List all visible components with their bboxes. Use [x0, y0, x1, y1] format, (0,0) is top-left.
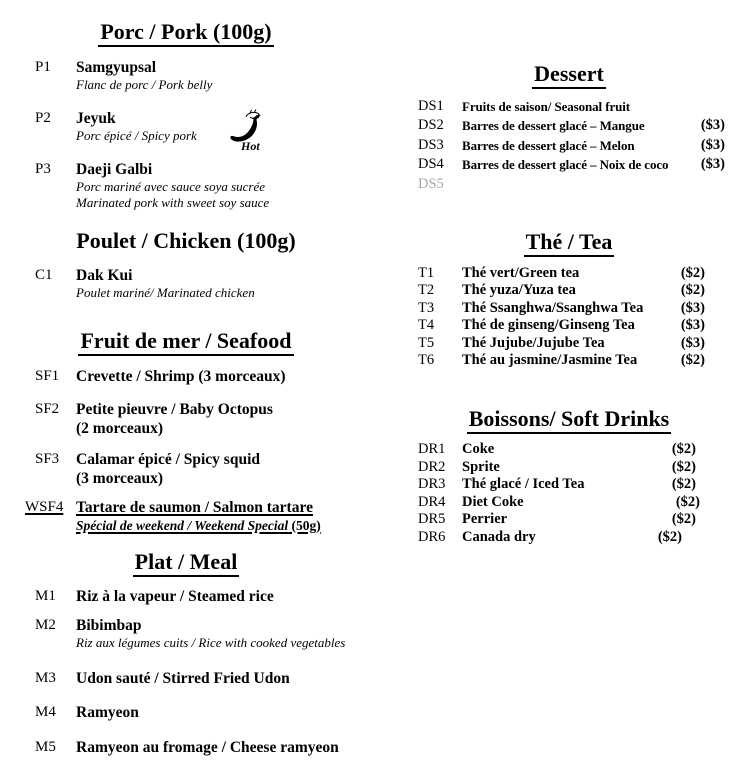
menu-item-T6 [404, 352, 734, 370]
section-title-text: Poulet / Chicken (100g) [76, 227, 296, 253]
menu-item-SF2 [20, 400, 352, 438]
menu-item-P3 [20, 160, 352, 211]
section-title-text: Plat / Meal [133, 549, 240, 577]
item-code: DR5 [418, 511, 446, 527]
item-code: SF1 [35, 367, 60, 384]
item-name: Udon sauté / Stirred Fried Udon [76, 670, 290, 687]
item-description: Riz aux légumes cuits / Rice with cooked vegetables [76, 635, 346, 650]
item-body [76, 587, 352, 606]
menu-item-SF1 [20, 367, 352, 386]
menu-item-DR6 [404, 529, 734, 547]
item-price: ($3) [700, 156, 725, 172]
item-description: Porc épicé / Spicy pork [76, 127, 197, 143]
item-name: Thé au jasmine/Jasmine Tea [462, 352, 638, 368]
item-code: T2 [418, 282, 435, 298]
item-code: T3 [418, 299, 435, 316]
item-body [76, 400, 352, 438]
item-name: Thé de ginseng/Ginseng Tea [462, 317, 635, 333]
menu-item-SF3 [20, 450, 352, 488]
item-name: Diet Coke [462, 493, 524, 510]
item-body [76, 367, 352, 386]
item-name: Barres de dessert glacé – Mangue [462, 118, 645, 133]
item-code: M4 [35, 704, 56, 720]
item-description: Poulet mariné/ Marinated chicken [76, 285, 255, 300]
item-price: ($2) [671, 511, 696, 527]
item-price: ($2) [680, 264, 705, 281]
item-name: Dak Kui [76, 267, 133, 284]
item-price: ($2) [680, 282, 705, 298]
menu-item-M5 [20, 738, 352, 757]
section-title-text: Boissons/ Soft Drinks [467, 406, 672, 434]
item-code: M2 [35, 617, 56, 633]
menu-item-T2 [404, 282, 734, 300]
item-code: T6 [418, 352, 435, 368]
item-code: P2 [35, 109, 51, 126]
item-name: Bibimbap [76, 617, 142, 634]
item-description: Flanc de porc / Pork belly [76, 76, 213, 92]
item-code: DR4 [418, 493, 446, 510]
menu-item-P1 [20, 58, 352, 93]
item-name-line2: (3 morceaux) [76, 469, 164, 487]
item-code: DS1 [418, 97, 444, 114]
section-title-tea [404, 228, 734, 256]
right-column [404, 60, 734, 546]
item-body [76, 616, 352, 651]
item-code: C1 [35, 267, 53, 283]
section-seafood [20, 327, 352, 534]
menu-item-T3 [404, 300, 734, 318]
item-name: Barres de dessert glacé – Melon [462, 137, 635, 153]
section-title-pork [20, 18, 352, 46]
item-code: DS5 [418, 175, 444, 192]
section-tea [404, 228, 734, 370]
menu-item-C1 [20, 266, 352, 301]
menu-item-DS4 [404, 155, 734, 175]
item-code: DR1 [418, 441, 446, 457]
item-code: M3 [35, 670, 56, 686]
item-code: DS4 [418, 156, 444, 172]
section-title-text: Porc / Pork (100g) [98, 19, 273, 47]
item-name: Ramyeon au fromage / Cheese ramyeon [76, 739, 339, 756]
item-name: Thé Ssanghwa/Ssanghwa Tea [462, 299, 644, 316]
menu-item-M4 [20, 703, 352, 722]
item-name: Canada dry [462, 528, 536, 545]
section-pork [20, 18, 352, 211]
item-price: ($3) [680, 334, 705, 351]
section-dessert [404, 60, 734, 194]
item-name: Samgyupsal [76, 58, 157, 76]
item-name-line2: (2 morceaux) [76, 419, 164, 437]
item-price: ($3) [700, 117, 725, 133]
item-special-note [76, 517, 352, 534]
menu-item-DS3 [404, 136, 734, 156]
item-code: DS3 [418, 136, 444, 153]
section-chicken [20, 227, 352, 302]
item-name: Calamar épicé / Spicy squid [76, 450, 261, 468]
menu-item-WSF4 [20, 498, 352, 534]
svg-text:Hot: Hot [241, 138, 260, 153]
item-code: DR6 [418, 528, 446, 545]
menu-item-M3 [20, 669, 352, 688]
menu-item-DR4 [404, 494, 734, 512]
special-note-suffix: (50g) [288, 517, 321, 533]
item-price: ($2) [680, 352, 705, 368]
item-code: SF3 [35, 450, 60, 467]
menu-item-P2 [20, 109, 352, 153]
item-name: Thé Jujube/Jujube Tea [462, 334, 605, 351]
item-name: Perrier [462, 511, 508, 527]
item-body [76, 669, 352, 688]
menu-item-DR5 [404, 511, 734, 529]
item-price: ($2) [657, 528, 682, 545]
item-code: T1 [418, 264, 435, 281]
item-description: Marinated pork with sweet soy sauce [76, 194, 270, 210]
item-price: ($3) [700, 136, 725, 153]
item-name: Tartare de saumon / Salmon tartare [76, 498, 313, 516]
section-title-seafood [20, 327, 352, 355]
section-meal [20, 548, 352, 758]
item-code: M5 [35, 739, 56, 755]
hot-pepper-icon [226, 109, 266, 153]
section-title-meal [20, 548, 352, 576]
menu-item-M1 [20, 587, 352, 606]
item-body [76, 266, 352, 301]
item-body [76, 498, 352, 534]
menu-item-DR1 [404, 441, 734, 459]
item-description: Porc mariné avec sauce soya sucrée [76, 178, 266, 194]
item-price: ($3) [680, 299, 705, 316]
left-column [20, 14, 352, 773]
item-code: DR3 [418, 476, 446, 492]
item-name: Daeji Galbi [76, 160, 153, 178]
item-body [76, 703, 352, 722]
item-code: P3 [35, 160, 51, 177]
section-title-dessert [404, 60, 734, 88]
item-code: SF2 [35, 400, 60, 417]
menu-item-DS2 [404, 116, 734, 136]
item-name: Crevette / Shrimp (3 morceaux) [76, 367, 286, 385]
item-price: ($2) [675, 493, 700, 510]
item-price: ($3) [680, 317, 705, 333]
special-note-italic: Spécial de weekend / Weekend Special [76, 517, 289, 533]
section-title-text: Thé / Tea [524, 229, 615, 257]
section-title-drinks [404, 405, 734, 433]
menu-item-DR3 [404, 476, 734, 494]
item-name: Fruits de saison/ Seasonal fruit [462, 98, 630, 114]
menu-item-DR2 [404, 459, 734, 477]
item-price: ($2) [671, 441, 696, 457]
item-code: P1 [35, 58, 51, 75]
item-price: ($2) [671, 476, 696, 492]
item-name: Ramyeon [76, 704, 139, 721]
menu-item-M2 [20, 616, 352, 651]
item-name: Riz à la vapeur / Steamed rice [76, 588, 274, 605]
item-code: DS2 [418, 117, 444, 133]
menu-item-DS5 [404, 175, 734, 195]
item-name: Coke [462, 441, 495, 457]
item-body [76, 450, 352, 488]
item-name: Thé glacé / Iced Tea [462, 476, 585, 492]
menu-item-T4 [404, 317, 734, 335]
section-title-text: Fruit de mer / Seafood [78, 328, 293, 356]
item-body [76, 109, 352, 153]
item-name: Thé yuza/Yuza tea [462, 282, 576, 298]
item-code: WSF4 [25, 498, 64, 515]
section-title-chicken [20, 227, 352, 255]
item-body [76, 160, 352, 211]
section-drinks [404, 405, 734, 547]
item-code: T4 [418, 317, 435, 333]
item-name: Jeyuk [76, 109, 116, 127]
item-name: Thé vert/Green tea [462, 264, 580, 281]
menu-item-DS1 [404, 97, 734, 117]
item-code: DR2 [418, 458, 446, 475]
item-code: M1 [35, 588, 56, 604]
menu-item-T5 [404, 335, 734, 353]
menu-item-T1 [404, 265, 734, 283]
item-body [76, 738, 352, 757]
item-name: Petite pieuvre / Baby Octopus [76, 400, 273, 418]
item-name: Barres de dessert glacé – Noix de coco [462, 157, 669, 172]
item-code: T5 [418, 334, 435, 351]
item-price: ($2) [671, 458, 696, 475]
item-name: Sprite [462, 458, 500, 475]
section-title-text: Dessert [532, 61, 606, 89]
item-body [76, 58, 352, 93]
